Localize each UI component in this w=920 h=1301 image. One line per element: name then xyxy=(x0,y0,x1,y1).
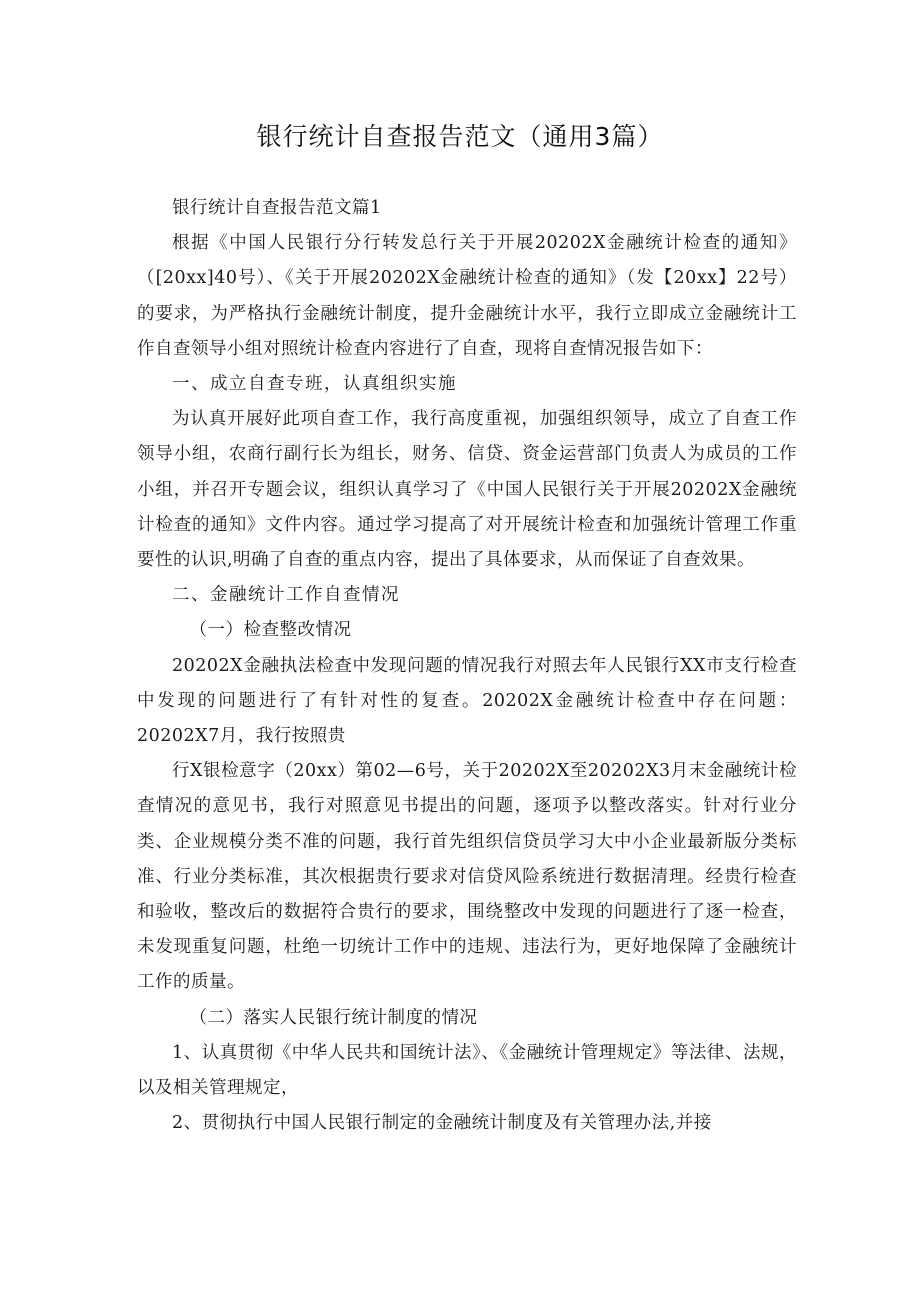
paragraph: 1、认真贯彻《中华人民共和国统计法》、《金融统计管理规定》等法律、法规，以及相关管理规定， xyxy=(137,1042,797,1099)
paragraph: 根据《中国人民银行分行转发总行关于开展20202X金融统计检查的通知》（[20xx]40号）、《关于开展20202X金融统计检查的通知》（发【20xx】22号）的要求，为严格执行金融统计制度，提升金融统计水平，我行立即成立金融统计工作自查领导小组对照统计检查内容进行了自查，现将自查情况报告如下： xyxy=(137,233,797,359)
document-body xyxy=(137,191,797,1141)
paragraph: 行X银检意字（20xx）第02—6号，关于20202X至20202X3月末金融统计检查情况的意见书，我行对照意见书提出的问题，逐项予以整改落实。针对行业分类、企业规模分类不准的问题，我行首先组织信贷员学习大中小企业最新版分类标准、行业分类标准，其次根据贵行要求对信贷风险系统进行数据清理。经贵行检查和验收，整改后的数据符合贵行的要求，围绕整改中发现的问题进行了逐一检查，未发现重复问题，杜绝一切统计工作中的违规、违法行为，更好地保障了金融统计工作的质量。 xyxy=(137,761,797,993)
subheading: （一）检查整改情况 xyxy=(189,620,352,641)
document-title: 银行统计自查报告范文（通用3篇） xyxy=(256,122,664,151)
paragraph: 2、贯彻执行中国人民银行制定的金融统计制度及有关管理办法,并接 xyxy=(172,1113,712,1134)
heading: 一、成立自查专班，认真组织实施 xyxy=(172,374,457,395)
heading: 二、金融统计工作自查情况 xyxy=(172,585,400,606)
paragraph: 为认真开展好此项自查工作，我行高度重视，加强组织领导，成立了自查工作领导小组，农商行副行长为组长，财务、信贷、资金运营部门负责人为成员的工作小组，并召开专题会议，组织认真学习了《中国人民银行关于开展20202X金融统计检查的通知》文件内容。通过学习提高了对开展统计检查和加强统计管理工作重要性的认识,明确了自查的重点内容，提出了具体要求，从而保证了自查效果。 xyxy=(137,409,797,571)
section-title: 银行统计自查报告范文篇1 xyxy=(172,198,382,218)
subheading: （二）落实人民银行统计制度的情况 xyxy=(189,1007,478,1028)
paragraph: 20202X金融执法检查中发现问题的情况我行对照去年人民银行XX市支行检查中发现的问题进行了有针对性的复查。20202X金融统计检查中存在问题：20202X7月，我行按照贵 xyxy=(137,655,797,747)
